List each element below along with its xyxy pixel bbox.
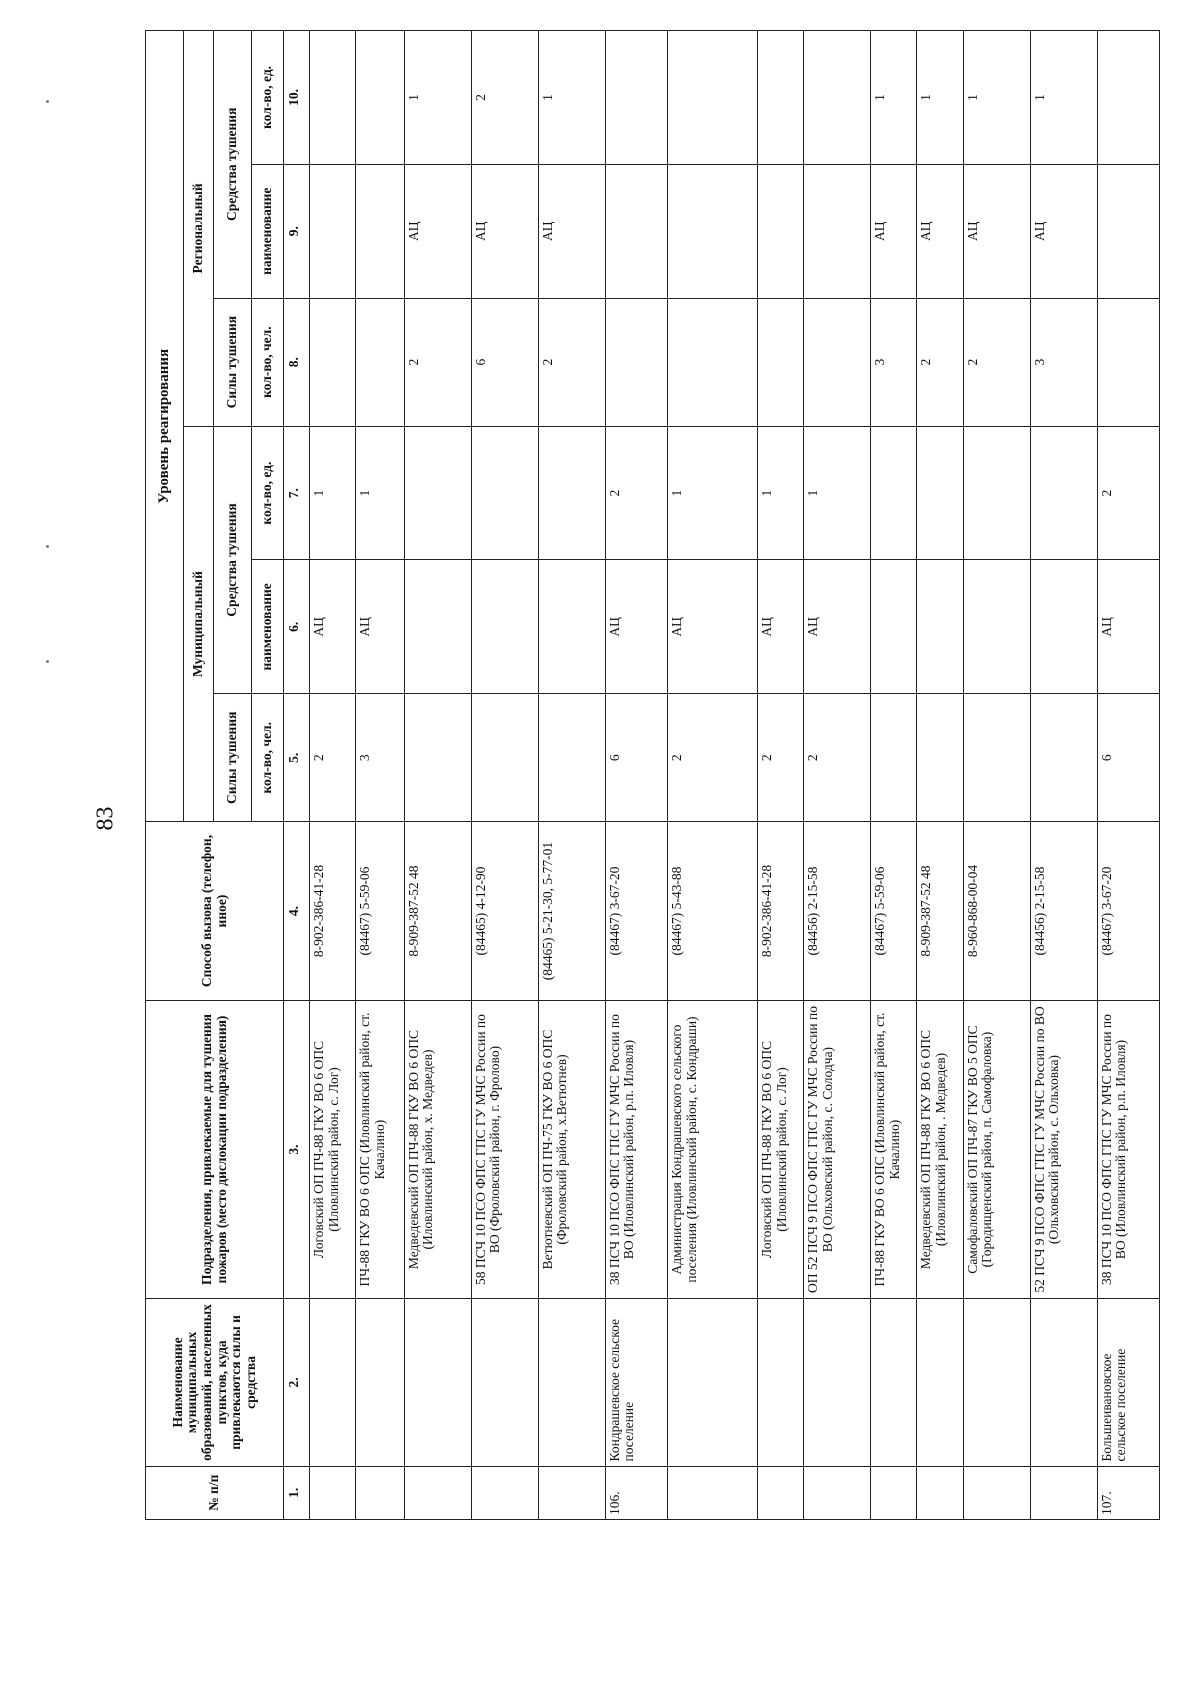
row-number	[871, 1466, 917, 1519]
row-municipal-people	[538, 694, 605, 822]
table-row	[963, 31, 1030, 1520]
row-call: (84467) 5-59-06	[356, 822, 405, 1000]
row-municipal-means-name	[963, 560, 1030, 694]
row-call: 8-902-386-41-28	[310, 822, 356, 1000]
header-count-people-r: кол-во, чел.	[252, 298, 284, 426]
table-row	[871, 31, 917, 1520]
row-municipality	[356, 1299, 405, 1466]
row-municipal-people: 2	[310, 694, 356, 822]
row-call: 8-909-387-52 48	[404, 822, 471, 1000]
row-municipal-means-name: АЦ	[356, 560, 405, 694]
row-municipal-means-count: 1	[310, 426, 356, 560]
row-unit: 38 ПСЧ 10 ПСО ФПС ГПС ГУ МЧС России по ВО (Иловлинский район, р.п. Иловля)	[605, 1000, 667, 1299]
row-municipal-means-name: АЦ	[605, 560, 667, 694]
row-regional-people	[310, 298, 356, 426]
header-means-municipal: Средства тушения	[214, 426, 252, 693]
row-regional-people	[1097, 298, 1160, 426]
row-municipal-people: 2	[667, 694, 757, 822]
table-row	[538, 31, 605, 1520]
row-unit: ПЧ-88 ГКУ ВО 6 ОПС (Иловлинский район, ст. Качалино)	[356, 1000, 405, 1299]
column-number: 2.	[284, 1299, 310, 1466]
row-municipal-means-name	[1030, 560, 1097, 694]
row-municipal-people	[963, 694, 1030, 822]
row-municipality	[538, 1299, 605, 1466]
column-number: 10.	[284, 31, 310, 165]
row-regional-means-count	[758, 31, 804, 165]
row-regional-means-count	[1097, 31, 1160, 165]
table-row	[758, 31, 804, 1520]
row-unit: Логовский ОП ПЧ-88 ГКУ ВО 6 ОПС (Иловлинский район, с. Лог)	[758, 1000, 804, 1299]
row-regional-means-name	[667, 164, 757, 298]
row-regional-means-name: АЦ	[404, 164, 471, 298]
row-municipality	[1030, 1299, 1097, 1466]
row-municipal-people: 2	[758, 694, 804, 822]
row-regional-people	[605, 298, 667, 426]
row-municipal-means-count	[871, 426, 917, 560]
table-row	[804, 31, 871, 1520]
scan-speck	[46, 100, 49, 103]
row-call: (84465) 4-12-90	[471, 822, 538, 1000]
row-municipal-means-name: АЦ	[804, 560, 871, 694]
row-unit: Медведевский ОП ПЧ-88 ГКУ ВО 6 ОПС (Иловлинский район, . Медведев)	[917, 1000, 963, 1299]
table-row	[404, 31, 471, 1520]
row-regional-means-count	[356, 31, 405, 165]
row-number	[667, 1466, 757, 1519]
table-row	[310, 31, 356, 1520]
row-call: (84467) 3-67-20	[605, 822, 667, 1000]
header-num: № п/п	[146, 1466, 284, 1519]
table-row	[667, 31, 757, 1520]
row-number	[471, 1466, 538, 1519]
rotated-table-container	[145, 30, 1160, 1520]
row-call: (84456) 2-15-58	[1030, 822, 1097, 1000]
row-regional-means-count: 2	[471, 31, 538, 165]
row-municipal-means-count: 1	[758, 426, 804, 560]
header-regional: Региональный	[184, 31, 214, 427]
header-count-units-m: кол-во, ед.	[252, 426, 284, 560]
row-municipality	[804, 1299, 871, 1466]
row-regional-means-count: 1	[404, 31, 471, 165]
row-municipal-means-name: АЦ	[667, 560, 757, 694]
header-count-people-m: кол-во, чел.	[252, 694, 284, 822]
header-call: Способ вызова (телефон, иное)	[146, 822, 284, 1000]
table-row	[605, 31, 667, 1520]
row-call: 8-902-386-41-28	[758, 822, 804, 1000]
row-regional-people: 2	[404, 298, 471, 426]
row-regional-people: 3	[1030, 298, 1097, 426]
row-regional-means-count	[667, 31, 757, 165]
row-regional-means-name	[804, 164, 871, 298]
row-regional-means-count	[605, 31, 667, 165]
row-municipal-means-name	[471, 560, 538, 694]
row-municipal-people: 3	[356, 694, 405, 822]
row-unit: Логовский ОП ПЧ-88 ГКУ ВО 6 ОПС (Иловлинский район, с. Лог)	[310, 1000, 356, 1299]
page-number: 83	[92, 806, 119, 831]
row-municipal-people: 2	[804, 694, 871, 822]
column-number: 9.	[284, 164, 310, 298]
row-regional-means-name	[356, 164, 405, 298]
row-regional-people: 2	[538, 298, 605, 426]
row-call: 8-960-868-00-04	[963, 822, 1030, 1000]
row-regional-means-count: 1	[871, 31, 917, 165]
table-row	[1030, 31, 1097, 1520]
row-municipality	[471, 1299, 538, 1466]
row-regional-people	[356, 298, 405, 426]
row-municipality	[963, 1299, 1030, 1466]
row-number	[963, 1466, 1030, 1519]
table-row	[356, 31, 405, 1520]
row-municipality	[758, 1299, 804, 1466]
header-municipality: Наименование муниципальных образований, населенных пунктов, куда привлекаются силы и средства	[146, 1299, 284, 1466]
row-municipality	[871, 1299, 917, 1466]
row-number	[917, 1466, 963, 1519]
row-regional-means-name: АЦ	[471, 164, 538, 298]
row-call: (84467) 5-43-88	[667, 822, 757, 1000]
row-municipality	[404, 1299, 471, 1466]
row-regional-means-count: 1	[963, 31, 1030, 165]
row-municipal-means-name	[538, 560, 605, 694]
row-unit: ОП 52 ПСЧ 9 ПСО ФПС ГПС ГУ МЧС России по ВО (Ольховский район, с. Солодча)	[804, 1000, 871, 1299]
row-municipal-means-count: 2	[1097, 426, 1160, 560]
row-municipal-means-count: 1	[804, 426, 871, 560]
row-regional-people: 3	[871, 298, 917, 426]
row-number	[758, 1466, 804, 1519]
row-regional-people	[758, 298, 804, 426]
row-regional-means-name	[758, 164, 804, 298]
row-unit: Самофаловский ОП ПЧ-87 ГКУ ВО 5 ОПС (Городищенский район, п. Самофаловка)	[963, 1000, 1030, 1299]
row-number	[310, 1466, 356, 1519]
row-regional-means-name: АЦ	[917, 164, 963, 298]
row-number: 106.	[605, 1466, 667, 1519]
row-regional-means-name	[310, 164, 356, 298]
header-name-r: наименование	[252, 164, 284, 298]
row-municipal-means-count: 2	[605, 426, 667, 560]
row-municipality	[667, 1299, 757, 1466]
row-municipal-means-count	[471, 426, 538, 560]
row-unit: 38 ПСЧ 10 ПСО ФПС ГПС ГУ МЧС России по ВО (Иловлинский район, р.п. Иловля)	[1097, 1000, 1160, 1299]
table-row	[471, 31, 538, 1520]
scan-speck	[46, 660, 49, 663]
row-municipal-means-name: АЦ	[310, 560, 356, 694]
row-municipal-means-count	[538, 426, 605, 560]
row-municipal-means-name: АЦ	[758, 560, 804, 694]
row-municipal-means-count	[917, 426, 963, 560]
row-regional-people	[804, 298, 871, 426]
row-municipal-means-name	[917, 560, 963, 694]
row-municipal-people	[1030, 694, 1097, 822]
row-regional-means-count	[310, 31, 356, 165]
row-regional-means-name: АЦ	[963, 164, 1030, 298]
column-number: 7.	[284, 426, 310, 560]
row-unit: ПЧ-88 ГКУ ВО 6 ОПС (Иловлинский район, ст. Качалино)	[871, 1000, 917, 1299]
row-municipal-means-count	[404, 426, 471, 560]
fire-response-table	[145, 30, 1160, 1520]
header-name-m: наименование	[252, 560, 284, 694]
row-municipal-people	[871, 694, 917, 822]
header-municipal: Муниципальный	[184, 426, 214, 822]
header-units: Подразделения, привлекаемые для тушения пожаров (место дислокации подразделения)	[146, 1000, 284, 1299]
row-call: 8-909-387-52 48	[917, 822, 963, 1000]
row-municipal-means-name: АЦ	[1097, 560, 1160, 694]
scan-speck	[46, 545, 49, 548]
header-forces-regional: Силы тушения	[214, 298, 252, 426]
row-regional-means-name: АЦ	[538, 164, 605, 298]
row-regional-means-count: 1	[538, 31, 605, 165]
row-unit: 52 ПСЧ 9 ПСО ФПС ГПС ГУ МЧС России по ВО (Ольховский район, с. Ольховка)	[1030, 1000, 1097, 1299]
row-municipal-people	[471, 694, 538, 822]
column-number: 4.	[284, 822, 310, 1000]
header-forces-municipal: Силы тушения	[214, 694, 252, 822]
row-municipality: Кондрашевское сельское поселение	[605, 1299, 667, 1466]
row-regional-people: 6	[471, 298, 538, 426]
table-row	[917, 31, 963, 1520]
row-municipal-people	[404, 694, 471, 822]
row-municipal-people: 6	[1097, 694, 1160, 822]
row-unit: Ветютневский ОП ПЧ-75 ГКУ ВО 6 ОПС (Фроловский район, х.Ветютнев)	[538, 1000, 605, 1299]
row-municipal-means-name	[871, 560, 917, 694]
column-number: 8.	[284, 298, 310, 426]
column-number: 3.	[284, 1000, 310, 1299]
row-regional-means-name: АЦ	[871, 164, 917, 298]
row-regional-means-name: АЦ	[1030, 164, 1097, 298]
row-municipality: Большеивановское сельское поселение	[1097, 1299, 1160, 1466]
row-number	[404, 1466, 471, 1519]
row-regional-means-name	[605, 164, 667, 298]
header-response-level: Уровень реагирования	[146, 31, 184, 822]
row-call: (84467) 5-59-06	[871, 822, 917, 1000]
row-unit: Медведевский ОП ПЧ-88 ГКУ ВО 6 ОПС (Иловлинский район, х. Медведев)	[404, 1000, 471, 1299]
row-call: (84456) 2-15-58	[804, 822, 871, 1000]
row-call: (84467) 3-67-20	[1097, 822, 1160, 1000]
row-number	[1030, 1466, 1097, 1519]
row-municipal-means-count: 1	[667, 426, 757, 560]
row-unit: Администрация Кондрашевского сельского поселения (Иловлинский район, с. Кондраши)	[667, 1000, 757, 1299]
row-municipality	[917, 1299, 963, 1466]
row-municipal-means-count	[963, 426, 1030, 560]
row-municipal-people: 6	[605, 694, 667, 822]
row-regional-people	[667, 298, 757, 426]
row-regional-means-count	[804, 31, 871, 165]
row-number	[356, 1466, 405, 1519]
row-municipal-means-count: 1	[356, 426, 405, 560]
row-regional-people: 2	[917, 298, 963, 426]
row-regional-means-count: 1	[1030, 31, 1097, 165]
row-regional-means-count: 1	[917, 31, 963, 165]
row-number	[538, 1466, 605, 1519]
column-number: 5.	[284, 694, 310, 822]
table-row	[1097, 31, 1160, 1520]
row-municipal-people	[917, 694, 963, 822]
column-number: 6.	[284, 560, 310, 694]
row-number	[804, 1466, 871, 1519]
header-count-units-r: кол-во, ед.	[252, 31, 284, 165]
row-municipal-means-name	[404, 560, 471, 694]
header-means-regional: Средства тушения	[214, 31, 252, 299]
row-unit: 58 ПСЧ 10 ПСО ФПС ГПС ГУ МЧС России по ВО (Фроловский район, г. Фролово)	[471, 1000, 538, 1299]
row-municipality	[310, 1299, 356, 1466]
table-body	[310, 31, 1160, 1520]
row-regional-people: 2	[963, 298, 1030, 426]
row-regional-means-name	[1097, 164, 1160, 298]
row-municipal-means-count	[1030, 426, 1097, 560]
row-call: (84465) 5-21-30, 5-77-01	[538, 822, 605, 1000]
column-number: 1.	[284, 1466, 310, 1519]
row-number: 107.	[1097, 1466, 1160, 1519]
